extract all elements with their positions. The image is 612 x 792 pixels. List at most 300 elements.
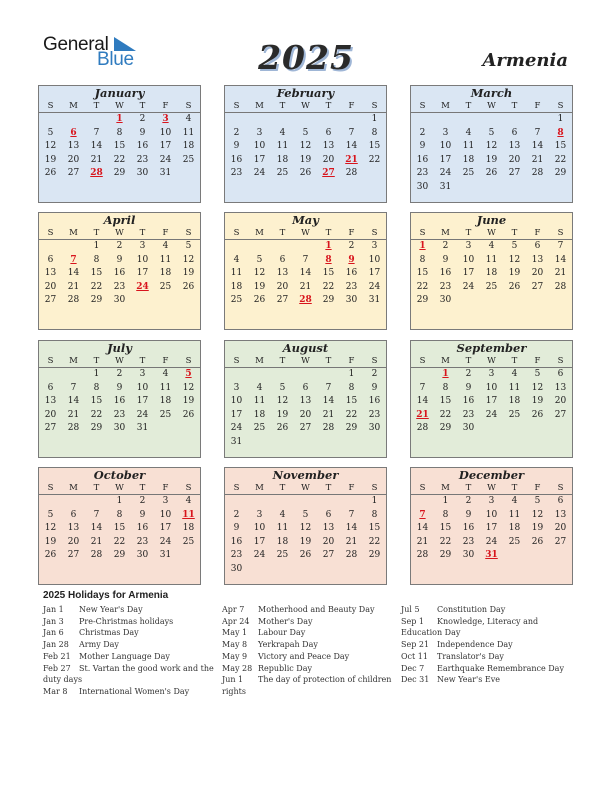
empty-day-cell [177, 294, 200, 308]
day-cell: 6 [70, 509, 77, 520]
holiday-date: May 1 [222, 628, 248, 638]
holiday-day-cell: 1 [116, 114, 123, 124]
day-cell: 20 [508, 154, 521, 165]
day-cell: 7 [419, 382, 426, 393]
day-cell: 5 [534, 496, 541, 506]
day-cell: 21 [554, 268, 567, 279]
empty-day-cell [340, 563, 363, 577]
empty-day-cell [85, 113, 108, 127]
day-cell: 6 [534, 241, 541, 251]
day-cell: 28 [554, 281, 567, 292]
holiday-day-cell: 1 [442, 369, 449, 379]
day-cell: 11 [182, 127, 195, 138]
weekday-header: S [39, 482, 62, 495]
holiday-name: St. Vartan the good work and the duty days [43, 663, 214, 685]
day-cell: 17 [159, 523, 172, 534]
day-cell: 5 [47, 127, 54, 138]
holiday-name: Knowledge, Literacy and Education Day [401, 616, 539, 638]
day-cell: 12 [531, 382, 544, 393]
day-cell: 25 [508, 409, 521, 420]
day-cell: 2 [465, 496, 472, 506]
day-cell: 18 [276, 536, 289, 547]
holiday-name: The day of protection of children rights [222, 675, 392, 696]
day-cell: 11 [253, 396, 266, 407]
empty-day-cell [154, 294, 177, 308]
day-cell: 12 [253, 268, 266, 279]
weekday-header: T [85, 355, 108, 368]
day-cell: 28 [416, 423, 429, 434]
empty-day-cell [248, 113, 271, 127]
empty-day-cell [457, 113, 480, 127]
holiday-name: International Women's Day [79, 686, 190, 696]
day-cell: 16 [345, 268, 358, 279]
weekday-header: S [549, 355, 572, 368]
day-cell: 10 [253, 523, 266, 534]
day-cell: 1 [93, 369, 100, 379]
day-cell: 23 [136, 154, 149, 165]
empty-day-cell [457, 181, 480, 195]
day-cell: 28 [322, 423, 335, 434]
month-name: December [458, 468, 525, 482]
month-name: March [470, 86, 513, 100]
weekday-header: F [154, 227, 177, 240]
empty-day-cell [503, 294, 526, 308]
day-cell: 21 [299, 281, 312, 292]
weekday-header: F [526, 482, 549, 495]
day-cell: 14 [90, 523, 103, 534]
holiday-day-cell: 8 [557, 127, 564, 138]
holiday-name: Pre-Christmas holidays [79, 616, 174, 626]
weekday-header: W [108, 100, 131, 113]
day-cell: 13 [276, 268, 289, 279]
day-cell: 20 [276, 281, 289, 292]
empty-day-cell [177, 422, 200, 436]
weekday-header: T [317, 100, 340, 113]
day-cell: 7 [557, 241, 564, 251]
day-cell: 31 [439, 181, 452, 192]
weekday-header: S [39, 227, 62, 240]
day-cell: 15 [439, 396, 452, 407]
day-cell: 7 [325, 382, 332, 393]
month-days-table [39, 227, 200, 308]
day-cell: 29 [416, 295, 429, 306]
weekday-header: T [131, 227, 154, 240]
weekday-header: T [131, 482, 154, 495]
day-cell: 21 [67, 409, 80, 420]
day-cell: 23 [462, 536, 475, 547]
empty-day-cell [411, 113, 434, 127]
day-cell: 3 [371, 241, 378, 251]
day-cell: 27 [322, 550, 335, 561]
day-cell: 20 [299, 409, 312, 420]
day-cell: 28 [67, 295, 80, 306]
month-december [410, 467, 573, 585]
empty-day-cell [248, 436, 271, 450]
day-cell: 11 [508, 382, 521, 393]
weekday-header: F [340, 227, 363, 240]
day-cell: 3 [256, 127, 263, 138]
empty-day-cell [363, 563, 386, 577]
weekday-header: M [248, 227, 271, 240]
holiday-date: Sep 21 [401, 640, 430, 650]
day-cell: 17 [368, 268, 381, 279]
day-cell: 19 [508, 268, 521, 279]
day-cell: 16 [230, 536, 243, 547]
month-days-table [411, 355, 572, 436]
day-cell: 10 [136, 382, 149, 393]
day-cell: 17 [136, 268, 149, 279]
holiday-name: Mother's Day [258, 616, 313, 626]
day-cell: 27 [276, 295, 289, 306]
day-cell: 3 [256, 509, 263, 520]
empty-day-cell [39, 240, 62, 254]
day-cell: 11 [508, 509, 521, 520]
month-november [224, 467, 387, 585]
weekday-header: S [177, 482, 200, 495]
empty-day-cell [294, 436, 317, 450]
day-cell: 4 [256, 382, 263, 393]
weekday-header: S [225, 227, 248, 240]
day-cell: 24 [159, 536, 172, 547]
day-cell: 2 [139, 114, 146, 124]
month-february [224, 85, 387, 203]
weekday-header: M [62, 100, 85, 113]
day-cell: 10 [159, 509, 172, 520]
day-cell: 10 [485, 509, 498, 520]
day-cell: 25 [159, 409, 172, 420]
day-cell: 6 [325, 127, 332, 138]
day-cell: 1 [348, 369, 355, 379]
day-cell: 16 [368, 396, 381, 407]
day-cell: 12 [44, 141, 57, 152]
holiday-name: Independence Day [437, 640, 513, 650]
weekday-header: T [457, 227, 480, 240]
day-cell: 17 [159, 141, 172, 152]
day-cell: 30 [439, 295, 452, 306]
day-cell: 1 [116, 496, 123, 506]
empty-day-cell [526, 549, 549, 563]
day-cell: 9 [116, 382, 123, 393]
weekday-header: T [85, 227, 108, 240]
weekday-header: S [177, 227, 200, 240]
holiday-date: Sep 1 [401, 616, 424, 626]
weekday-header: T [457, 100, 480, 113]
day-cell: 12 [182, 382, 195, 393]
weekday-header: M [62, 227, 85, 240]
day-cell: 17 [439, 154, 452, 165]
holiday-day-cell: 28 [90, 168, 103, 179]
weekday-header: F [154, 355, 177, 368]
day-cell: 23 [113, 409, 126, 420]
day-cell: 11 [159, 254, 172, 265]
month-march [410, 85, 573, 203]
weekday-header: M [434, 100, 457, 113]
weekday-header: W [294, 355, 317, 368]
weekday-header: S [363, 482, 386, 495]
month-name: April [103, 213, 136, 227]
day-cell: 20 [554, 396, 567, 407]
day-cell: 18 [159, 268, 172, 279]
weekday-header: F [340, 355, 363, 368]
holiday-date: Jan 28 [43, 640, 69, 650]
holiday-date: Jul 5 [401, 605, 420, 614]
day-cell: 12 [276, 396, 289, 407]
weekday-header: S [225, 482, 248, 495]
day-cell: 7 [93, 509, 100, 520]
day-cell: 30 [136, 550, 149, 561]
day-cell: 1 [442, 496, 449, 506]
day-cell: 16 [462, 396, 475, 407]
day-cell: 21 [345, 536, 358, 547]
day-cell: 20 [44, 409, 57, 420]
empty-day-cell [271, 240, 294, 254]
holiday-date: May 8 [222, 640, 248, 650]
empty-day-cell [549, 549, 572, 563]
day-cell: 24 [485, 536, 498, 547]
day-cell: 7 [93, 127, 100, 138]
day-cell: 5 [488, 127, 495, 138]
day-cell: 27 [554, 409, 567, 420]
day-cell: 1 [93, 241, 100, 251]
weekday-header: S [549, 482, 572, 495]
empty-day-cell [62, 240, 85, 254]
day-cell: 22 [113, 536, 126, 547]
weekday-header: T [131, 355, 154, 368]
day-cell: 15 [345, 396, 358, 407]
day-cell: 18 [253, 409, 266, 420]
empty-day-cell [39, 113, 62, 127]
holiday-item [401, 616, 573, 639]
day-cell: 6 [47, 382, 54, 393]
month-name: June [476, 213, 507, 227]
weekday-header: M [248, 355, 271, 368]
empty-day-cell [363, 167, 386, 181]
holiday-item [43, 604, 215, 616]
day-cell: 30 [368, 423, 381, 434]
day-cell: 27 [531, 281, 544, 292]
weekday-header: S [225, 100, 248, 113]
day-cell: 18 [462, 154, 475, 165]
empty-day-cell [225, 495, 248, 509]
holiday-item [43, 616, 215, 628]
holiday-day-cell: 1 [419, 241, 426, 251]
weekday-header: T [271, 355, 294, 368]
holiday-item [401, 663, 573, 675]
day-cell: 4 [279, 509, 286, 520]
day-cell: 11 [276, 523, 289, 534]
day-cell: 18 [276, 154, 289, 165]
holiday-name: Earthquake Remembrance Day [437, 663, 564, 673]
day-cell: 26 [508, 281, 521, 292]
day-cell: 7 [348, 509, 355, 520]
day-cell: 21 [531, 154, 544, 165]
day-cell: 14 [90, 141, 103, 152]
empty-day-cell [340, 113, 363, 127]
day-cell: 24 [485, 409, 498, 420]
day-cell: 9 [371, 382, 378, 393]
day-cell: 19 [276, 409, 289, 420]
day-cell: 26 [299, 550, 312, 561]
day-cell: 9 [139, 127, 146, 138]
holiday-name: Christmas Day [79, 628, 139, 638]
day-cell: 20 [67, 154, 80, 165]
day-cell: 2 [116, 369, 123, 379]
day-cell: 2 [348, 241, 355, 251]
day-cell: 10 [462, 254, 475, 265]
holiday-item [401, 639, 573, 651]
weekday-header: W [294, 482, 317, 495]
holiday-date: Jan 6 [43, 628, 64, 638]
month-october [38, 467, 201, 585]
holiday-day-cell: 24 [136, 281, 149, 292]
weekday-header: S [177, 100, 200, 113]
day-cell: 24 [253, 168, 266, 179]
empty-day-cell [271, 436, 294, 450]
weekday-header: F [154, 100, 177, 113]
day-cell: 4 [185, 496, 192, 506]
month-name: July [107, 341, 132, 355]
holiday-name: Mother Language Day [79, 651, 170, 661]
day-cell: 4 [233, 254, 240, 265]
day-cell: 13 [67, 141, 80, 152]
weekday-header: W [108, 482, 131, 495]
month-august [224, 340, 387, 458]
empty-day-cell [434, 113, 457, 127]
month-name: August [282, 341, 329, 355]
day-cell: 13 [554, 382, 567, 393]
day-cell: 15 [554, 141, 567, 152]
empty-day-cell [317, 436, 340, 450]
day-cell: 15 [90, 268, 103, 279]
empty-day-cell [503, 549, 526, 563]
day-cell: 11 [230, 268, 243, 279]
weekday-header: F [526, 227, 549, 240]
day-cell: 3 [139, 241, 146, 251]
weekday-header: T [317, 355, 340, 368]
holiday-item [222, 604, 394, 616]
day-cell: 15 [368, 141, 381, 152]
empty-day-cell [526, 113, 549, 127]
empty-day-cell [225, 240, 248, 254]
month-days-table [39, 482, 200, 563]
empty-day-cell [340, 436, 363, 450]
day-cell: 9 [139, 509, 146, 520]
month-days-table [411, 227, 572, 308]
day-cell: 23 [368, 409, 381, 420]
day-cell: 16 [230, 154, 243, 165]
day-cell: 28 [345, 550, 358, 561]
day-cell: 7 [348, 127, 355, 138]
day-cell: 2 [233, 509, 240, 520]
day-cell: 30 [462, 423, 475, 434]
weekday-header: F [526, 100, 549, 113]
empty-day-cell [526, 294, 549, 308]
day-cell: 31 [230, 436, 243, 447]
day-cell: 4 [511, 369, 518, 379]
day-cell: 7 [534, 127, 541, 138]
day-cell: 10 [253, 141, 266, 152]
month-days-table [225, 100, 386, 181]
empty-day-cell [294, 495, 317, 509]
weekday-header: T [317, 227, 340, 240]
day-cell: 12 [508, 254, 521, 265]
holiday-date: Feb 27 [43, 663, 71, 673]
empty-day-cell [480, 113, 503, 127]
day-cell: 4 [162, 241, 169, 251]
day-cell: 7 [70, 382, 77, 393]
day-cell: 25 [182, 154, 195, 165]
weekday-header: M [248, 482, 271, 495]
day-cell: 2 [139, 496, 146, 506]
day-cell: 26 [253, 295, 266, 306]
holiday-column [43, 604, 215, 698]
holiday-date: May 9 [222, 651, 248, 661]
holiday-day-cell: 1 [325, 241, 332, 251]
day-cell: 1 [557, 114, 564, 124]
holiday-item [222, 663, 394, 675]
empty-day-cell [271, 113, 294, 127]
day-cell: 6 [325, 509, 332, 520]
day-cell: 27 [67, 550, 80, 561]
weekday-header: T [271, 482, 294, 495]
day-cell: 19 [44, 536, 57, 547]
holiday-date: Oct 11 [401, 651, 428, 661]
empty-day-cell [294, 113, 317, 127]
empty-day-cell [480, 422, 503, 436]
empty-day-cell [294, 240, 317, 254]
holiday-item [222, 651, 394, 663]
empty-day-cell [457, 294, 480, 308]
day-cell: 17 [136, 396, 149, 407]
day-cell: 19 [531, 523, 544, 534]
weekday-header: T [457, 482, 480, 495]
holiday-day-cell: 9 [348, 254, 355, 265]
holiday-date: Apr 24 [222, 616, 250, 626]
month-days-table [225, 227, 386, 308]
day-cell: 5 [511, 241, 518, 251]
day-cell: 19 [182, 396, 195, 407]
empty-day-cell [177, 549, 200, 563]
day-cell: 30 [113, 295, 126, 306]
day-cell: 26 [276, 423, 289, 434]
weekday-header: W [480, 482, 503, 495]
day-cell: 31 [159, 168, 172, 179]
day-cell: 30 [345, 295, 358, 306]
holiday-name: Motherhood and Beauty Day [258, 605, 375, 614]
weekday-header: M [62, 482, 85, 495]
empty-day-cell [62, 113, 85, 127]
weekday-header: M [434, 227, 457, 240]
weekday-header: T [317, 482, 340, 495]
day-cell: 8 [442, 509, 449, 520]
day-cell: 16 [136, 141, 149, 152]
month-name: January [94, 86, 145, 100]
holiday-name: Constitution Day [437, 605, 506, 614]
month-january [38, 85, 201, 203]
day-cell: 14 [416, 396, 429, 407]
day-cell: 10 [159, 127, 172, 138]
day-cell: 19 [299, 154, 312, 165]
day-cell: 20 [67, 536, 80, 547]
day-cell: 9 [419, 141, 426, 152]
day-cell: 13 [44, 268, 57, 279]
weekday-header: M [248, 100, 271, 113]
day-cell: 12 [485, 141, 498, 152]
day-cell: 23 [136, 536, 149, 547]
day-cell: 9 [442, 254, 449, 265]
day-cell: 12 [531, 509, 544, 520]
day-cell: 6 [47, 254, 54, 265]
